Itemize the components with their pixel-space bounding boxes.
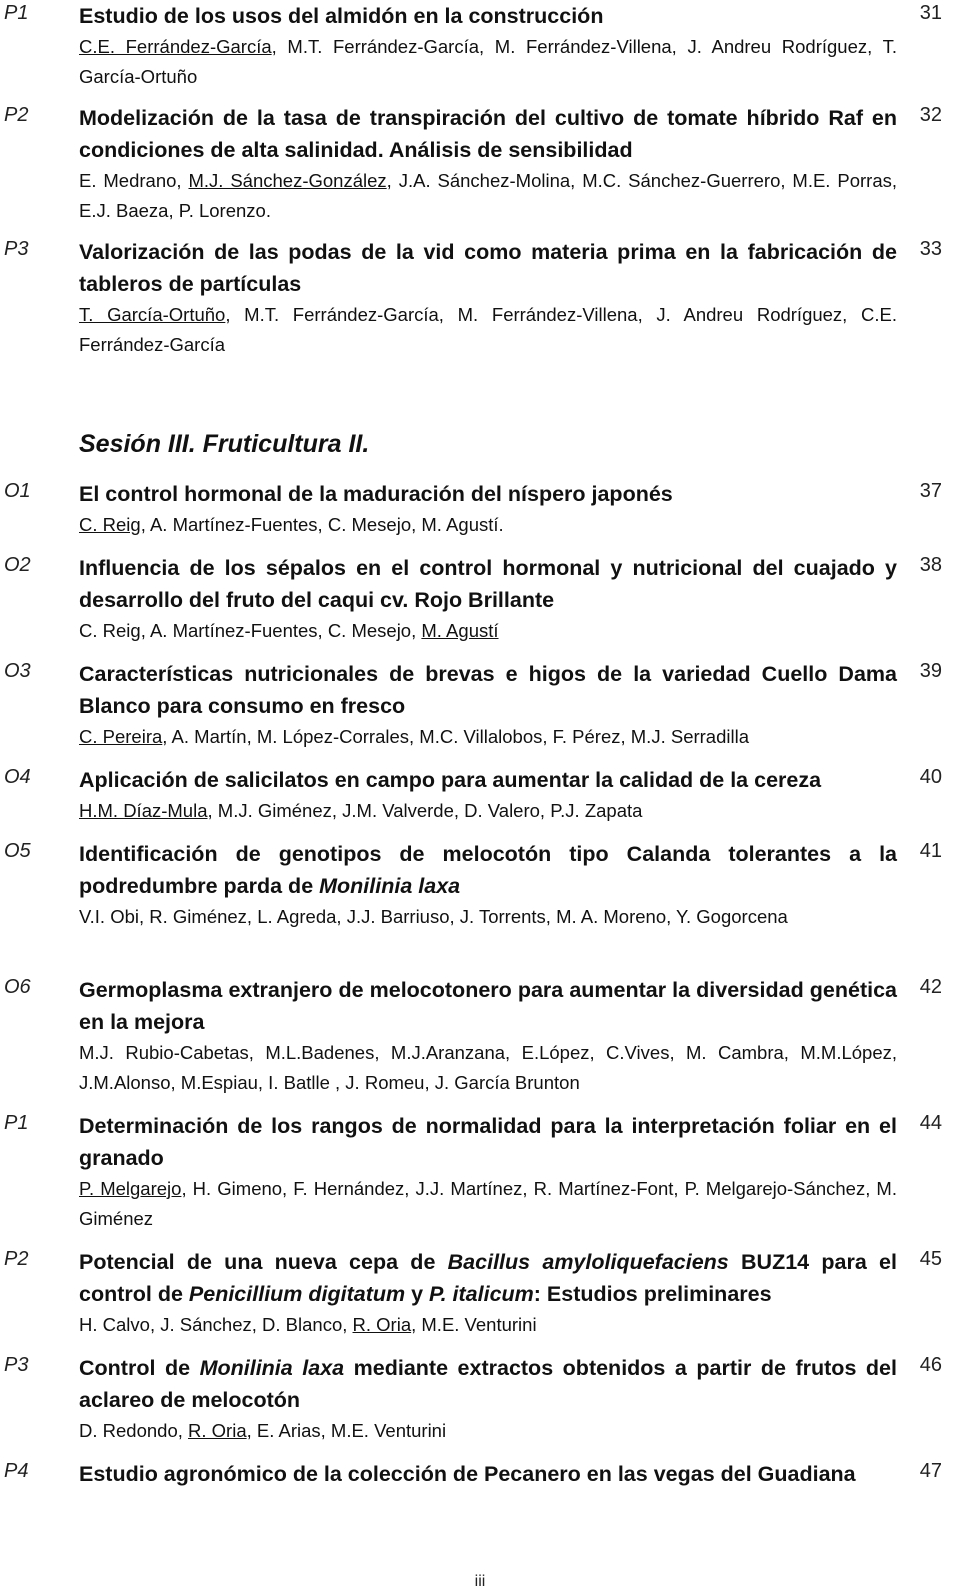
title-species: Monilinia laxa (319, 874, 461, 898)
entry-authors (79, 1174, 897, 1234)
entry-body (79, 658, 897, 752)
entry-code: O1 (4, 480, 31, 502)
co-authors: , M.T. Ferrández-García, M. Ferrández-Villena, J. Andreu Rodríguez, T. García-Ortuño (79, 36, 897, 87)
entry-authors: V.I. Obi, R. Giménez, L. Agreda, J.J. Barriuso, J. Torrents, M. A. Moreno, Y. Gogorcena (79, 906, 788, 927)
presenting-author: C. Pereira (79, 726, 163, 747)
session-heading: Sesión III. Fruticultura II. (79, 430, 370, 458)
presenting-author: M.J. Sánchez-González (188, 170, 387, 191)
entry-body (79, 0, 897, 92)
entry-title: Aplicación de salicilatos en campo para aumentar la calidad de la cereza (79, 768, 822, 792)
entry-code: O2 (4, 554, 31, 576)
entry-code: O3 (4, 660, 31, 682)
page-number: iii (474, 1573, 486, 1590)
entry-authors (79, 1310, 897, 1340)
entry-title: Estudio de los usos del almidón en la construcción (79, 4, 604, 28)
co-authors: H. Calvo, J. Sánchez, D. Blanco, (79, 1314, 353, 1335)
entry-title: Influencia de los sépalos en el control hormonal y nutricional del cuajado y desarrollo del fruto del caqui cv. Rojo Brillante (79, 556, 897, 612)
title-text: : Estudios preliminares (533, 1282, 772, 1306)
co-authors: , M.T. Ferrández-García, M. Ferrández-Villena, J. Andreu Rodríguez, C.E. Ferrández-García (79, 304, 898, 355)
entry-page-number: 31 (919, 2, 942, 24)
co-authors: C. Reig, A. Martínez-Fuentes, C. Mesejo, (79, 620, 422, 641)
entry-authors (79, 300, 897, 360)
title-text: Control de (79, 1356, 200, 1380)
co-authors: E. Medrano, (79, 170, 189, 191)
co-authors: , H. Gimeno, F. Hernández, J.J. Martínez, R. Martínez-Font, P. Melgarejo-Sánchez, M. Giménez (79, 1178, 897, 1229)
entry-authors (79, 1416, 897, 1446)
entry-code: P2 (4, 104, 29, 126)
entry-code: P3 (4, 238, 29, 260)
entry-title: Estudio agronómico de la colección de Pecanero en las vegas del Guadiana (79, 1462, 856, 1486)
entry-code: P4 (4, 1460, 29, 1482)
entry-code: P2 (4, 1248, 29, 1270)
entry-title (79, 1352, 897, 1416)
title-text: Identificación de genotipos de melocotón tipo Calanda tolerantes a la podredumbre parda de (79, 842, 897, 898)
entry-code: O5 (4, 840, 31, 862)
entry-page-number: 44 (919, 1112, 942, 1134)
title-text: y (405, 1282, 430, 1306)
entry-authors (79, 616, 897, 646)
entry-page-number: 45 (919, 1248, 942, 1270)
entry-body (79, 236, 897, 360)
entry-authors (79, 796, 897, 826)
entry-page-number: 42 (919, 976, 942, 998)
entry-authors (79, 722, 897, 752)
entry-body (79, 1458, 897, 1490)
entry-authors: M.J. Rubio-Cabetas, M.L.Badenes, M.J.Aranzana, E.López, C.Vives, M. Cambra, M.M.López, J.M.Alonso, M.Espiau, I. Batlle , J. Romeu, J. García Brunton (79, 1042, 897, 1093)
entry-title: Determinación de los rangos de normalidad para la interpretación foliar en el granado (79, 1114, 897, 1170)
presenting-author: P. Melgarejo (79, 1178, 182, 1199)
entry-page-number: 33 (919, 238, 942, 260)
entry-authors (79, 166, 897, 226)
presenting-author: M. Agustí (421, 620, 499, 641)
co-authors: , J.A. Sánchez-Molina, M.C. Sánchez-Guerrero, M.E. Porras, E.J. Baeza, P. Lorenzo. (79, 170, 897, 221)
entry-body (79, 1246, 897, 1340)
co-authors: , A. Martín, M. López-Corrales, M.C. Villalobos, F. Pérez, M.J. Serradilla (162, 726, 749, 747)
entry-authors (79, 510, 897, 540)
entry-page-number: 38 (919, 554, 942, 576)
presenting-author: C. Reig (79, 514, 141, 535)
entry-body (79, 764, 897, 826)
entry-body (79, 478, 897, 540)
entry-code: O4 (4, 766, 31, 788)
entry-code: P1 (4, 2, 29, 24)
title-text: BUZ14 para el control de (79, 1250, 897, 1306)
entry-title (79, 1246, 897, 1310)
presenting-author: R. Oria (352, 1314, 412, 1335)
title-species: Bacillus amyloliquefaciens (447, 1250, 729, 1274)
entry-title: Germoplasma extranjero de melocotonero para aumentar la diversidad genética en la mejora (79, 978, 897, 1034)
entry-body (79, 552, 897, 646)
title-species: Penicillium digitatum (188, 1282, 406, 1306)
entry-title: Valorización de las podas de la vid como materia prima en la fabricación de tableros de partículas (79, 240, 897, 296)
co-authors: , M.J. Giménez, J.M. Valverde, D. Valero, P.J. Zapata (207, 800, 643, 821)
entry-page-number: 41 (919, 840, 942, 862)
entry-title (79, 838, 897, 902)
entry-page-number: 40 (919, 766, 942, 788)
title-text: mediante extractos obtenidos a partir de frutos del aclareo de melocotón (79, 1356, 897, 1412)
presenting-author: R. Oria (188, 1420, 247, 1441)
entry-body (79, 838, 897, 932)
entry-title: Modelización de la tasa de transpiración del cultivo de tomate híbrido Raf en condiciones de alta salinidad. Análisis de sensibilidad (79, 106, 897, 162)
entry-authors (79, 32, 897, 92)
entry-title: El control hormonal de la maduración del níspero japonés (79, 482, 673, 506)
presenting-author: H.M. Díaz-Mula (79, 800, 208, 821)
title-species: P. italicum (429, 1282, 534, 1306)
title-species: Monilinia laxa (199, 1356, 345, 1380)
entry-code: P1 (4, 1112, 29, 1134)
title-text: Potencial de una nueva cepa de (79, 1250, 448, 1274)
entry-body (79, 974, 897, 1098)
entry-page-number: 32 (919, 104, 942, 126)
entry-page-number: 47 (919, 1460, 942, 1482)
presenting-author: T. García-Ortuño (79, 304, 226, 325)
presenting-author: C.E. Ferrández-García (79, 36, 272, 57)
entry-body (79, 102, 897, 226)
co-authors: , E. Arias, M.E. Venturini (246, 1420, 447, 1441)
entry-page-number: 39 (919, 660, 942, 682)
co-authors: D. Redondo, (79, 1420, 189, 1441)
entry-page-number: 46 (919, 1354, 942, 1376)
entry-page-number: 37 (919, 480, 942, 502)
co-authors: , M.E. Venturini (411, 1314, 537, 1335)
entry-code: P3 (4, 1354, 29, 1376)
entry-title: Características nutricionales de brevas e higos de la variedad Cuello Dama Blanco para consumo en fresco (79, 662, 897, 718)
entry-body (79, 1352, 897, 1446)
co-authors: , A. Martínez-Fuentes, C. Mesejo, M. Agustí. (140, 514, 504, 535)
entry-code: O6 (4, 976, 31, 998)
entry-body (79, 1110, 897, 1234)
